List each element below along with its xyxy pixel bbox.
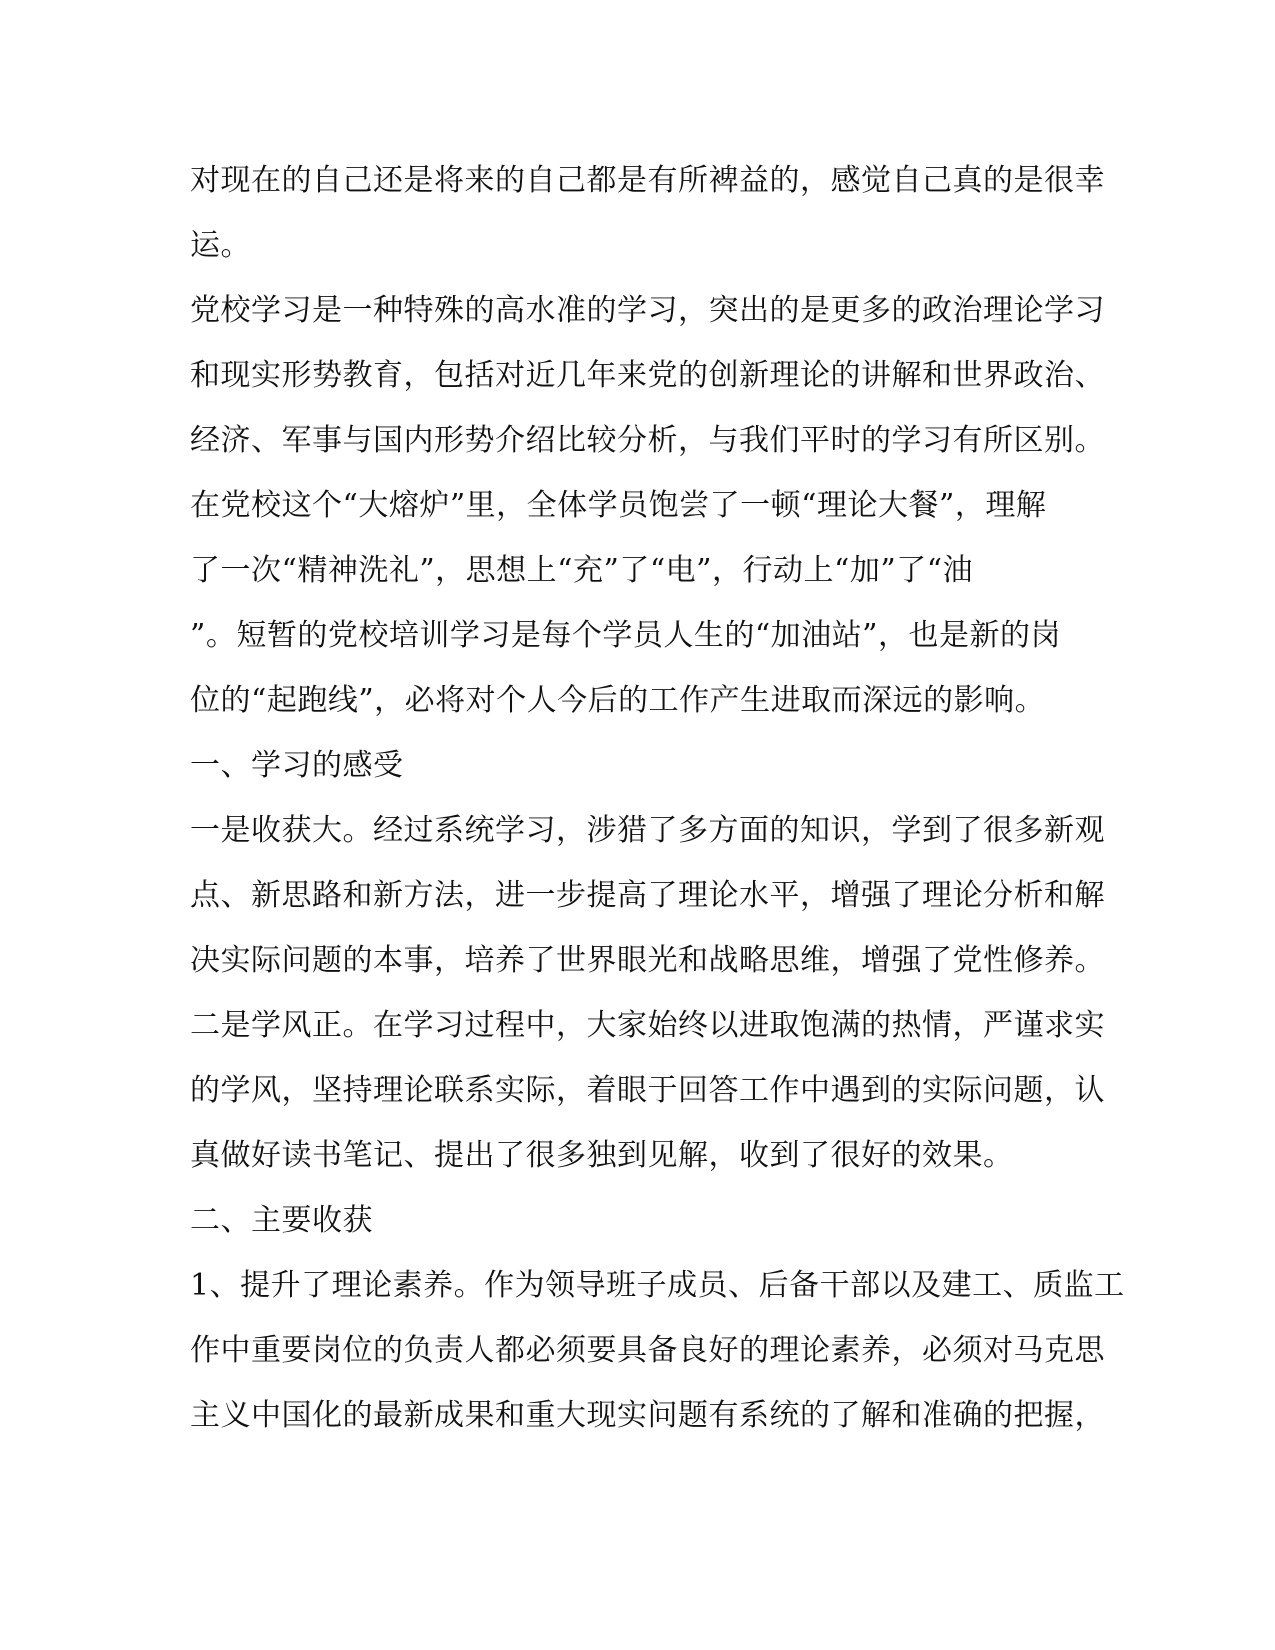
text-line: 经济、军事与国内形势介绍比较分析，与我们平时的学习有所区别。 [190,423,1105,458]
text-line: 点、新思路和新方法，进一步提高了理论水平，增强了理论分析和解 [190,878,1105,913]
text-line: 主义中国化的最新成果和重大现实问题有系统的了解和准确的把握， [190,1398,1105,1433]
text-line: 作中重要岗位的负责人都必须要具备良好的理论素养，必须对马克思 [190,1333,1105,1368]
section-heading: 一、学习的感受 [190,748,404,783]
text-line: 真做好读书笔记、提出了很多独到见解，收到了很好的效果。 [190,1138,1014,1173]
document-body [190,148,1125,1448]
text-line: 和现实形势教育，包括对近几年来党的创新理论的讲解和世界政治、 [190,358,1105,393]
text-line: 对现在的自己还是将来的自己都是有所裨益的，感觉自己真的是很幸 [190,163,1105,198]
text-line: 了一次“精神洗礼”，思想上“充”了“电”，行动上“加”了“油 [190,553,974,588]
text-line: 二是学风正。在学习过程中，大家始终以进取饱满的热情，严谨求实 [190,1008,1105,1043]
text-line: 位的“起跑线”，必将对个人今后的工作产生进取而深远的影响。 [190,683,1046,718]
text-line: 党校学习是一种特殊的高水准的学习，突出的是更多的政治理论学习 [190,293,1105,328]
section-heading: 二、主要收获 [190,1203,373,1238]
text-line: ”。短暂的党校培训学习是每个学员人生的“加油站”，也是新的岗 [190,618,1062,653]
text-line: 的学风，坚持理论联系实际，着眼于回答工作中遇到的实际问题，认 [190,1073,1105,1108]
text-line: 在党校这个“大熔炉”里，全体学员饱尝了一顿“理论大餐”，理解 [190,488,1047,523]
text-line: 决实际问题的本事，培养了世界眼光和战略思维，增强了党性修养。 [190,943,1105,978]
text-line: 一是收获大。经过系统学习，涉猎了多方面的知识，学到了很多新观 [190,813,1105,848]
text-line: 运。 [190,228,251,263]
text-line: 1、提升了理论素养。作为领导班子成员、后备干部以及建工、质监工 [190,1268,1125,1303]
